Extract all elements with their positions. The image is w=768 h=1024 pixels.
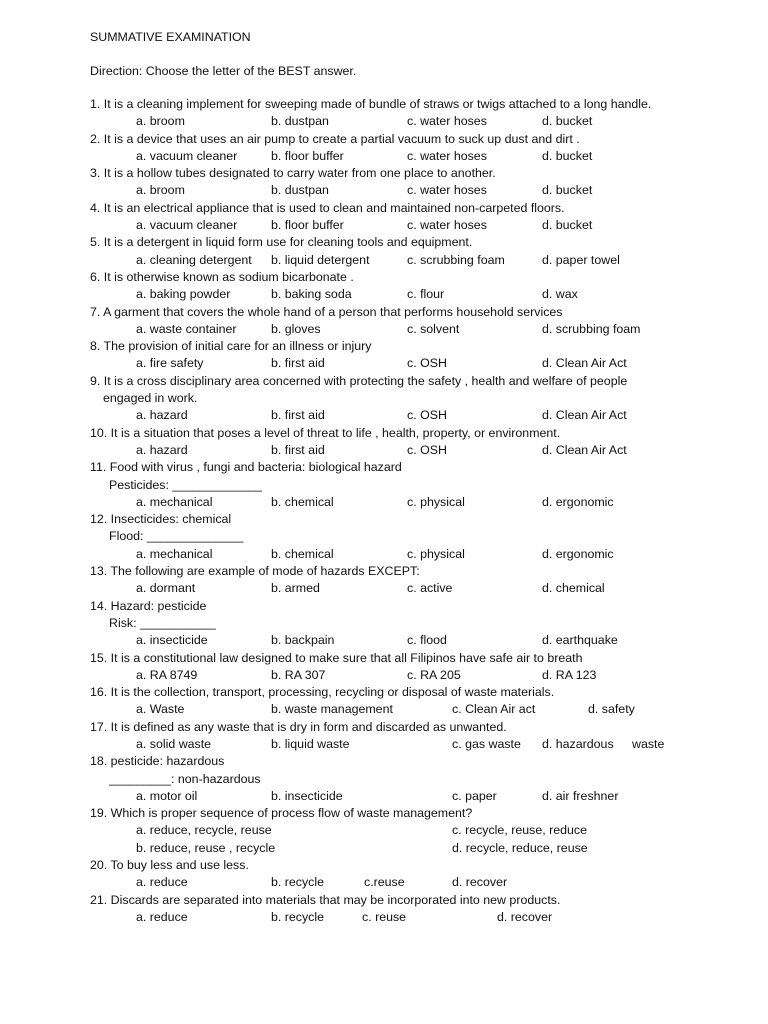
question-stem: 7. A garment that covers the whole hand of a person that performs household services xyxy=(90,304,563,319)
question-stem: 17. It is defined as any waste that is dry in form and discarded as unwanted. xyxy=(90,719,507,734)
answer-option: a. baking powder xyxy=(136,287,231,302)
answer-option: b. first aid xyxy=(271,356,325,371)
question-stem: 8. The provision of initial care for an illness or injury xyxy=(90,339,372,354)
answer-option: d. wax xyxy=(542,287,578,302)
answer-option: c. water hoses xyxy=(407,183,487,198)
question-4 xyxy=(90,200,730,235)
question-list xyxy=(90,96,730,926)
question-stem: 10. It is a situation that poses a level of threat to life , health, property, or environment. xyxy=(90,425,561,440)
answer-option: a. hazard xyxy=(136,408,188,423)
answer-option: d. bucket xyxy=(542,218,593,233)
answer-option: d. recycle, reduce, reuse xyxy=(452,840,588,855)
question-12 xyxy=(90,511,730,563)
question-17 xyxy=(90,719,730,754)
answer-options-row xyxy=(90,148,730,165)
answer-option: d. earthquake xyxy=(542,633,618,648)
answer-option: b. dustpan xyxy=(271,114,329,129)
answer-options-row xyxy=(90,494,730,511)
answer-option: a. Waste xyxy=(136,702,185,717)
answer-option: b. floor buffer xyxy=(271,148,344,163)
question-7 xyxy=(90,304,730,339)
answer-option: a. vacuum cleaner xyxy=(136,218,238,233)
question-stem: 12. Insecticides: chemical xyxy=(90,512,232,527)
answer-option: b. liquid detergent xyxy=(271,252,370,267)
answer-options-row xyxy=(90,286,730,303)
question-stem: 13. The following are example of mode of hazards EXCEPT: xyxy=(90,564,420,579)
question-stem: 14. Hazard: pesticide xyxy=(90,598,207,613)
answer-options-row xyxy=(90,788,730,805)
answer-options-row xyxy=(90,321,730,338)
answer-option: waste xyxy=(632,736,665,751)
answer-option: b. first aid xyxy=(271,408,325,423)
answer-option: b. waste management xyxy=(271,702,393,717)
question-analogy-blank: _________: non-hazardous xyxy=(109,771,261,786)
question-analogy-blank: Flood: ______________ xyxy=(109,529,244,544)
answer-option: c. scrubbing foam xyxy=(407,252,505,267)
question-10 xyxy=(90,425,730,460)
question-21 xyxy=(90,892,730,927)
question-19 xyxy=(90,805,730,857)
question-stem: 11. Food with virus , fungi and bacteria: biological hazard xyxy=(90,460,402,475)
answer-option: d. ergonomic xyxy=(542,546,614,561)
question-stem: 16. It is the collection, transport, processing, recycling or disposal of waste materials. xyxy=(90,685,555,700)
answer-options-row xyxy=(90,407,730,424)
answer-option: c.reuse xyxy=(364,875,405,890)
answer-option: b. liquid waste xyxy=(271,736,350,751)
answer-options-row xyxy=(90,546,730,563)
answer-options-row xyxy=(90,355,730,372)
question-9 xyxy=(90,373,730,425)
answer-option: d. ergonomic xyxy=(542,494,614,509)
question-15 xyxy=(90,650,730,685)
answer-option: d. recover xyxy=(497,909,553,924)
answer-option: a. fire safety xyxy=(136,356,204,371)
answer-option: c. flood xyxy=(407,633,447,648)
answer-option: a. solid waste xyxy=(136,736,212,751)
answer-option: c. physical xyxy=(407,546,465,561)
answer-options-row xyxy=(90,822,730,839)
answer-option: c. active xyxy=(407,581,453,596)
answer-option: b. RA 307 xyxy=(271,667,326,682)
question-3 xyxy=(90,165,730,200)
question-stem: 19. Which is proper sequence of process flow of waste management? xyxy=(90,806,473,821)
question-6 xyxy=(90,269,730,304)
answer-option: a. cleaning detergent xyxy=(136,252,252,267)
answer-option: c. water hoses xyxy=(407,218,487,233)
answer-options-row xyxy=(90,701,730,718)
answer-option: a. reduce, recycle, reuse xyxy=(136,823,272,838)
answer-option: a. dormant xyxy=(136,581,196,596)
answer-option: b. backpain xyxy=(271,633,335,648)
answer-option: c. recycle, reuse, reduce xyxy=(452,823,587,838)
answer-option: c. solvent xyxy=(407,321,460,336)
answer-option: b. floor buffer xyxy=(271,218,344,233)
answer-option: a. vacuum cleaner xyxy=(136,148,238,163)
question-16 xyxy=(90,684,730,719)
question-stem: 4. It is an electrical appliance that is used to clean and maintained non-carpeted floors. xyxy=(90,200,565,215)
answer-option: a. motor oil xyxy=(136,788,198,803)
answer-option: a. hazard xyxy=(136,442,188,457)
question-stem: 20. To buy less and use less. xyxy=(90,858,249,873)
answer-option: c. water hoses xyxy=(407,148,487,163)
answer-option: b. dustpan xyxy=(271,183,329,198)
question-2 xyxy=(90,131,730,166)
answer-option: b. reduce, reuse , recycle xyxy=(136,840,276,855)
answer-option: a. reduce xyxy=(136,909,188,924)
answer-options-row xyxy=(90,113,730,130)
answer-options-row xyxy=(90,182,730,199)
answer-options-row xyxy=(90,252,730,269)
answer-option: a. broom xyxy=(136,183,185,198)
answer-option: d. Clean Air Act xyxy=(542,356,627,371)
answer-option: d. Clean Air Act xyxy=(542,442,627,457)
answer-option: d. Clean Air Act xyxy=(542,408,627,423)
question-11 xyxy=(90,459,730,511)
answer-option: c. gas waste xyxy=(452,736,521,751)
answer-option: d. scrubbing foam xyxy=(542,321,641,336)
question-analogy-blank: Pesticides: _____________ xyxy=(109,477,262,492)
question-stem-continuation: engaged in work. xyxy=(103,391,198,406)
answer-option: c. OSH xyxy=(407,408,447,423)
answer-option: a. RA 8749 xyxy=(136,667,198,682)
question-stem: 5. It is a detergent in liquid form use for cleaning tools and equipment. xyxy=(90,235,473,250)
answer-option: c. flour xyxy=(407,287,445,302)
answer-option: c. paper xyxy=(452,788,497,803)
answer-option: b. chemical xyxy=(271,494,334,509)
question-1 xyxy=(90,96,730,131)
answer-option: d. paper towel xyxy=(542,252,620,267)
answer-options-row xyxy=(90,840,730,857)
answer-option: d. hazardous xyxy=(542,736,614,751)
answer-options-row xyxy=(90,217,730,234)
question-stem: 9. It is a cross disciplinary area concerned with protecting the safety , health and welfare of people xyxy=(90,373,628,388)
answer-option: b. baking soda xyxy=(271,287,352,302)
answer-option: d. air freshner xyxy=(542,788,619,803)
answer-options-row xyxy=(90,580,730,597)
answer-option: a. reduce xyxy=(136,875,188,890)
answer-options-row xyxy=(90,736,730,753)
question-stem: 1. It is a cleaning implement for sweeping made of bundle of straws or twigs attached to a long handle. xyxy=(90,97,652,111)
direction-text: Direction: Choose the letter of the BEST answer. xyxy=(90,64,357,78)
answer-options-row xyxy=(90,442,730,459)
answer-options-row xyxy=(90,667,730,684)
question-stem: 21. Discards are separated into materials that may be incorporated into new products. xyxy=(90,892,561,907)
answer-options-row xyxy=(90,632,730,649)
answer-option: c. Clean Air act xyxy=(452,702,536,717)
answer-option: c. OSH xyxy=(407,356,447,371)
answer-option: a. broom xyxy=(136,114,185,129)
answer-option: c. OSH xyxy=(407,442,447,457)
answer-option: c. physical xyxy=(407,494,465,509)
answer-option: b. insecticide xyxy=(271,788,343,803)
answer-option: a. mechanical xyxy=(136,494,213,509)
answer-option: d. bucket xyxy=(542,114,593,129)
answer-option: a. insecticide xyxy=(136,633,208,648)
answer-option: a. waste container xyxy=(136,321,237,336)
answer-option: d. chemical xyxy=(542,581,605,596)
answer-option: b. recycle xyxy=(271,875,325,890)
question-stem: 18. pesticide: hazardous xyxy=(90,754,225,769)
page-title: SUMMATIVE EXAMINATION xyxy=(90,30,251,44)
answer-option: d. RA 123 xyxy=(542,667,597,682)
answer-options-row xyxy=(90,909,730,926)
question-stem: 3. It is a hollow tubes designated to carry water from one place to another. xyxy=(90,166,496,181)
answer-option: b. chemical xyxy=(271,546,334,561)
answer-option: c. RA 205 xyxy=(407,667,461,682)
answer-option: d. safety xyxy=(588,702,635,717)
answer-option: b. recycle xyxy=(271,909,325,924)
question-14 xyxy=(90,598,730,650)
question-20 xyxy=(90,857,730,892)
question-5 xyxy=(90,234,730,269)
question-13 xyxy=(90,563,730,598)
answer-options-row xyxy=(90,874,730,891)
question-18 xyxy=(90,753,730,805)
answer-option: d. bucket xyxy=(542,183,593,198)
answer-option: b. first aid xyxy=(271,442,325,457)
question-8 xyxy=(90,338,730,373)
question-stem: 6. It is otherwise known as sodium bicarbonate . xyxy=(90,269,354,284)
answer-option: c. water hoses xyxy=(407,114,487,129)
answer-option: b. armed xyxy=(271,581,320,596)
answer-option: c. reuse xyxy=(362,909,407,924)
answer-option: a. mechanical xyxy=(136,546,213,561)
answer-option: d. recover xyxy=(452,875,508,890)
question-stem: 2. It is a device that uses an air pump to create a partial vacuum to suck up dust and dirt . xyxy=(90,131,580,146)
answer-option: d. bucket xyxy=(542,148,593,163)
answer-option: b. gloves xyxy=(271,321,321,336)
question-analogy-blank: Risk: ___________ xyxy=(109,615,216,630)
question-stem: 15. It is a constitutional law designed to make sure that all Filipinos have safe air to breath xyxy=(90,650,583,665)
